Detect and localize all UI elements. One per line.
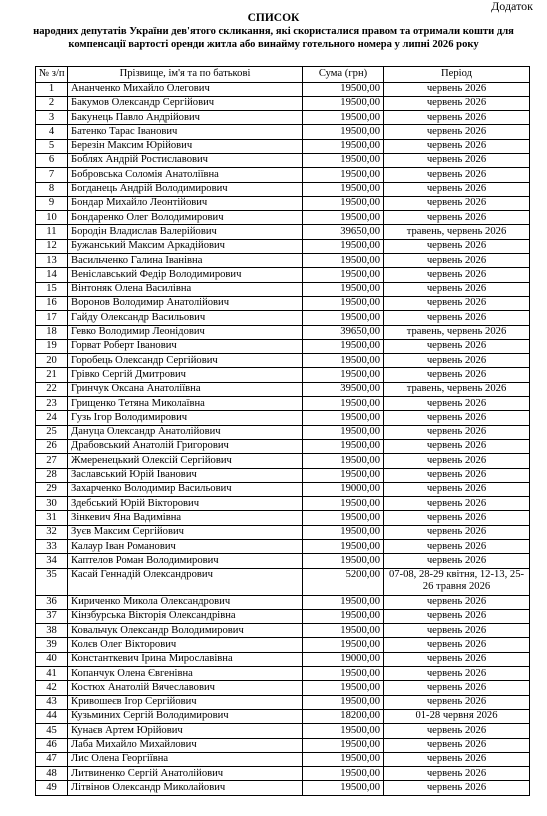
row-sum: 19500,00 bbox=[303, 339, 384, 353]
row-sum: 19500,00 bbox=[303, 282, 384, 296]
row-number: 5 bbox=[36, 139, 68, 153]
row-name: Бондаренко Олег Володимирович bbox=[68, 211, 303, 225]
table-row bbox=[36, 182, 530, 196]
table-row bbox=[36, 139, 530, 153]
row-name: Зуєв Максим Сергійович bbox=[68, 525, 303, 539]
row-period: травень, червень 2026 bbox=[384, 325, 530, 339]
row-period: червень 2026 bbox=[384, 368, 530, 382]
row-period: червень 2026 bbox=[384, 638, 530, 652]
row-name: Бужанський Максим Аркадійович bbox=[68, 239, 303, 253]
row-number: 44 bbox=[36, 709, 68, 723]
table-row bbox=[36, 511, 530, 525]
row-period: червень 2026 bbox=[384, 425, 530, 439]
row-name: Копанчук Олена Євгенівна bbox=[68, 667, 303, 681]
table-row bbox=[36, 681, 530, 695]
row-number: 38 bbox=[36, 624, 68, 638]
row-sum: 19500,00 bbox=[303, 724, 384, 738]
row-period: червень 2026 bbox=[384, 125, 530, 139]
row-number: 32 bbox=[36, 525, 68, 539]
row-name: Гайду Олександр Васильович bbox=[68, 311, 303, 325]
table-row bbox=[36, 125, 530, 139]
row-period: червень 2026 bbox=[384, 554, 530, 568]
row-name: Гевко Володимир Леонідович bbox=[68, 325, 303, 339]
subtitle-line-2: компенсації вартості оренди житла або винайму готельного номера у липні 2026 року bbox=[68, 39, 479, 50]
row-sum: 19500,00 bbox=[303, 638, 384, 652]
table-row bbox=[36, 525, 530, 539]
table-row bbox=[36, 425, 530, 439]
table-row bbox=[36, 554, 530, 568]
row-period: червень 2026 bbox=[384, 695, 530, 709]
table-row bbox=[36, 667, 530, 681]
row-period: червень 2026 bbox=[384, 681, 530, 695]
row-number: 45 bbox=[36, 724, 68, 738]
row-sum: 19500,00 bbox=[303, 667, 384, 681]
row-number: 24 bbox=[36, 411, 68, 425]
row-sum: 39500,00 bbox=[303, 382, 384, 396]
row-number: 2 bbox=[36, 96, 68, 110]
row-period: червень 2026 bbox=[384, 182, 530, 196]
row-period: червень 2026 bbox=[384, 439, 530, 453]
table-row bbox=[36, 781, 530, 795]
row-period: червень 2026 bbox=[384, 397, 530, 411]
row-sum: 19500,00 bbox=[303, 397, 384, 411]
table-row bbox=[36, 482, 530, 496]
row-number: 41 bbox=[36, 667, 68, 681]
row-number: 1 bbox=[36, 82, 68, 96]
row-period: червень 2026 bbox=[384, 111, 530, 125]
row-period: червень 2026 bbox=[384, 296, 530, 310]
row-sum: 19500,00 bbox=[303, 468, 384, 482]
row-sum: 19500,00 bbox=[303, 268, 384, 282]
row-period: червень 2026 bbox=[384, 667, 530, 681]
table-row bbox=[36, 695, 530, 709]
table-row bbox=[36, 211, 530, 225]
table-row bbox=[36, 268, 530, 282]
column-header-number: № з/п bbox=[36, 67, 68, 83]
table-row bbox=[36, 225, 530, 239]
row-name: Каптелов Роман Володимирович bbox=[68, 554, 303, 568]
row-period: червень 2026 bbox=[384, 482, 530, 496]
row-sum: 19000,00 bbox=[303, 482, 384, 496]
row-period: травень, червень 2026 bbox=[384, 382, 530, 396]
row-period: червень 2026 bbox=[384, 652, 530, 666]
row-sum: 19500,00 bbox=[303, 767, 384, 781]
table-row bbox=[36, 368, 530, 382]
row-name: Гузь Ігор Володимирович bbox=[68, 411, 303, 425]
table-row bbox=[36, 339, 530, 353]
row-name: Бобровська Соломія Анатоліївна bbox=[68, 168, 303, 182]
document-title: СПИСОК bbox=[247, 12, 300, 24]
table-row bbox=[36, 752, 530, 766]
row-sum: 19500,00 bbox=[303, 111, 384, 125]
row-sum: 19500,00 bbox=[303, 497, 384, 511]
row-number: 42 bbox=[36, 681, 68, 695]
row-number: 13 bbox=[36, 254, 68, 268]
row-number: 34 bbox=[36, 554, 68, 568]
row-period: червень 2026 bbox=[384, 752, 530, 766]
row-sum: 19500,00 bbox=[303, 354, 384, 368]
row-period: 07-08, 28-29 квітня, 12-13, 25-26 травня 2026 bbox=[384, 568, 530, 595]
row-name: Горват Роберт Іванович bbox=[68, 339, 303, 353]
row-period: червень 2026 bbox=[384, 411, 530, 425]
row-name: Дануца Олександр Анатолійович bbox=[68, 425, 303, 439]
row-sum: 19500,00 bbox=[303, 153, 384, 167]
row-name: Жмеренецький Олексій Сергійович bbox=[68, 454, 303, 468]
row-number: 47 bbox=[36, 752, 68, 766]
row-sum: 19500,00 bbox=[303, 168, 384, 182]
row-sum: 19500,00 bbox=[303, 96, 384, 110]
row-number: 17 bbox=[36, 311, 68, 325]
row-name: Васильченко Галина Іванівна bbox=[68, 254, 303, 268]
row-period: червень 2026 bbox=[384, 497, 530, 511]
row-period: червень 2026 bbox=[384, 153, 530, 167]
row-number: 40 bbox=[36, 652, 68, 666]
table-row bbox=[36, 439, 530, 453]
table-row bbox=[36, 354, 530, 368]
row-number: 25 bbox=[36, 425, 68, 439]
table-row bbox=[36, 609, 530, 623]
row-sum: 19500,00 bbox=[303, 525, 384, 539]
row-name: Вінтоняк Олена Василівна bbox=[68, 282, 303, 296]
row-name: Кузьминих Сергій Володимирович bbox=[68, 709, 303, 723]
table-row bbox=[36, 738, 530, 752]
row-number: 3 bbox=[36, 111, 68, 125]
row-period: травень, червень 2026 bbox=[384, 225, 530, 239]
table-row bbox=[36, 497, 530, 511]
row-number: 31 bbox=[36, 511, 68, 525]
table-row bbox=[36, 239, 530, 253]
row-sum: 19500,00 bbox=[303, 609, 384, 623]
table-row bbox=[36, 709, 530, 723]
row-number: 22 bbox=[36, 382, 68, 396]
row-name: Здебський Юрій Вікторович bbox=[68, 497, 303, 511]
row-sum: 19500,00 bbox=[303, 239, 384, 253]
row-number: 12 bbox=[36, 239, 68, 253]
row-name: Бондар Михайло Леонтійович bbox=[68, 196, 303, 210]
row-sum: 19500,00 bbox=[303, 125, 384, 139]
row-period: червень 2026 bbox=[384, 738, 530, 752]
row-name: Літвінов Олександр Миколайович bbox=[68, 781, 303, 795]
row-sum: 19500,00 bbox=[303, 196, 384, 210]
row-name: Калаур Іван Романович bbox=[68, 540, 303, 554]
row-sum: 19500,00 bbox=[303, 554, 384, 568]
row-number: 19 bbox=[36, 339, 68, 353]
table-row bbox=[36, 82, 530, 96]
row-sum: 19500,00 bbox=[303, 439, 384, 453]
row-name: Захарченко Володимир Васильович bbox=[68, 482, 303, 496]
row-name: Грівко Сергій Дмитрович bbox=[68, 368, 303, 382]
row-sum: 19500,00 bbox=[303, 182, 384, 196]
row-period: червень 2026 bbox=[384, 139, 530, 153]
row-sum: 19500,00 bbox=[303, 624, 384, 638]
table-row bbox=[36, 153, 530, 167]
row-number: 36 bbox=[36, 595, 68, 609]
appendix-label: Додаток bbox=[491, 0, 533, 13]
row-name: Бакумов Олександр Сергійович bbox=[68, 96, 303, 110]
table-row bbox=[36, 325, 530, 339]
table-row bbox=[36, 540, 530, 554]
row-number: 18 bbox=[36, 325, 68, 339]
table-row bbox=[36, 96, 530, 110]
row-sum: 19500,00 bbox=[303, 752, 384, 766]
row-name: Драбовський Анатолій Григорович bbox=[68, 439, 303, 453]
row-period: червень 2026 bbox=[384, 781, 530, 795]
row-sum: 19500,00 bbox=[303, 368, 384, 382]
row-period: червень 2026 bbox=[384, 211, 530, 225]
row-sum: 19500,00 bbox=[303, 681, 384, 695]
table-row bbox=[36, 282, 530, 296]
row-period: червень 2026 bbox=[384, 525, 530, 539]
row-sum: 19500,00 bbox=[303, 296, 384, 310]
table-row bbox=[36, 296, 530, 310]
table-row bbox=[36, 311, 530, 325]
row-number: 30 bbox=[36, 497, 68, 511]
row-sum: 19500,00 bbox=[303, 511, 384, 525]
table-row bbox=[36, 568, 530, 595]
row-sum: 39650,00 bbox=[303, 325, 384, 339]
row-sum: 19500,00 bbox=[303, 311, 384, 325]
row-name: Березін Максим Юрійович bbox=[68, 139, 303, 153]
subtitle-line-1: народних депутатів України дев'ятого скликання, які скористалися правом та отримали кошти для bbox=[33, 26, 514, 37]
row-number: 16 bbox=[36, 296, 68, 310]
row-sum: 19500,00 bbox=[303, 254, 384, 268]
row-period: червень 2026 bbox=[384, 254, 530, 268]
row-name: Боблях Андрій Ростиславович bbox=[68, 153, 303, 167]
row-period: червень 2026 bbox=[384, 96, 530, 110]
table-row bbox=[36, 111, 530, 125]
row-number: 27 bbox=[36, 454, 68, 468]
row-number: 9 bbox=[36, 196, 68, 210]
row-number: 33 bbox=[36, 540, 68, 554]
row-sum: 19000,00 bbox=[303, 652, 384, 666]
row-period: 01-28 червня 2026 bbox=[384, 709, 530, 723]
row-number: 20 bbox=[36, 354, 68, 368]
row-name: Бородін Владислав Валерійович bbox=[68, 225, 303, 239]
row-name: Кінзбурська Вікторія Олександрівна bbox=[68, 609, 303, 623]
row-period: червень 2026 bbox=[384, 511, 530, 525]
row-name: Бакунець Павло Андрійович bbox=[68, 111, 303, 125]
row-number: 26 bbox=[36, 439, 68, 453]
row-number: 8 bbox=[36, 182, 68, 196]
row-number: 35 bbox=[36, 568, 68, 595]
row-number: 21 bbox=[36, 368, 68, 382]
row-sum: 39650,00 bbox=[303, 225, 384, 239]
row-name: Константкевич Ірина Мирославівна bbox=[68, 652, 303, 666]
row-sum: 19500,00 bbox=[303, 695, 384, 709]
table-row bbox=[36, 454, 530, 468]
table-row bbox=[36, 411, 530, 425]
row-period: червень 2026 bbox=[384, 540, 530, 554]
table-row bbox=[36, 468, 530, 482]
row-name: Воронов Володимир Анатолійович bbox=[68, 296, 303, 310]
row-number: 43 bbox=[36, 695, 68, 709]
row-name: Касай Геннадій Олександрович bbox=[68, 568, 303, 595]
row-period: червень 2026 bbox=[384, 595, 530, 609]
row-period: червень 2026 bbox=[384, 339, 530, 353]
row-name: Грищенко Тетяна Миколаївна bbox=[68, 397, 303, 411]
row-name: Кунаєв Артем Юрійович bbox=[68, 724, 303, 738]
row-number: 48 bbox=[36, 767, 68, 781]
row-period: червень 2026 bbox=[384, 196, 530, 210]
row-name: Богданець Андрій Володимирович bbox=[68, 182, 303, 196]
row-name: Лаба Михайло Михайлович bbox=[68, 738, 303, 752]
row-number: 46 bbox=[36, 738, 68, 752]
table-row bbox=[36, 624, 530, 638]
row-name: Костюх Анатолій Вячеславович bbox=[68, 681, 303, 695]
document-subtitle bbox=[0, 25, 547, 51]
table-row bbox=[36, 652, 530, 666]
row-number: 29 bbox=[36, 482, 68, 496]
table-body bbox=[36, 82, 530, 795]
row-period: червень 2026 bbox=[384, 239, 530, 253]
table-row bbox=[36, 595, 530, 609]
row-name: Горобець Олександр Сергійович bbox=[68, 354, 303, 368]
row-sum: 5200,00 bbox=[303, 568, 384, 595]
row-period: червень 2026 bbox=[384, 468, 530, 482]
table-row bbox=[36, 254, 530, 268]
column-header-period: Період bbox=[384, 67, 530, 83]
row-number: 39 bbox=[36, 638, 68, 652]
row-name: Колєв Олег Вікторович bbox=[68, 638, 303, 652]
row-period: червень 2026 bbox=[384, 168, 530, 182]
row-name: Ананченко Михайло Олегович bbox=[68, 82, 303, 96]
row-number: 11 bbox=[36, 225, 68, 239]
row-number: 7 bbox=[36, 168, 68, 182]
row-sum: 19500,00 bbox=[303, 454, 384, 468]
table-row bbox=[36, 724, 530, 738]
row-number: 37 bbox=[36, 609, 68, 623]
row-sum: 19500,00 bbox=[303, 411, 384, 425]
row-number: 49 bbox=[36, 781, 68, 795]
row-period: червень 2026 bbox=[384, 354, 530, 368]
row-sum: 19500,00 bbox=[303, 139, 384, 153]
table-row bbox=[36, 382, 530, 396]
row-sum: 19500,00 bbox=[303, 595, 384, 609]
row-name: Лис Олена Георгіївна bbox=[68, 752, 303, 766]
row-name: Кириченко Микола Олександрович bbox=[68, 595, 303, 609]
row-period: червень 2026 bbox=[384, 767, 530, 781]
table-row bbox=[36, 196, 530, 210]
row-name: Ковальчук Олександр Володимирович bbox=[68, 624, 303, 638]
table-row bbox=[36, 767, 530, 781]
row-period: червень 2026 bbox=[384, 82, 530, 96]
row-name: Литвиненко Сергій Анатолійович bbox=[68, 767, 303, 781]
row-number: 28 bbox=[36, 468, 68, 482]
row-sum: 19500,00 bbox=[303, 211, 384, 225]
row-sum: 19500,00 bbox=[303, 540, 384, 554]
column-header-sum: Сума (грн) bbox=[303, 67, 384, 83]
row-number: 4 bbox=[36, 125, 68, 139]
row-number: 23 bbox=[36, 397, 68, 411]
table-row bbox=[36, 397, 530, 411]
row-name: Гринчук Оксана Анатоліївна bbox=[68, 382, 303, 396]
row-period: червень 2026 bbox=[384, 282, 530, 296]
row-sum: 19500,00 bbox=[303, 425, 384, 439]
table-row bbox=[36, 638, 530, 652]
row-number: 6 bbox=[36, 153, 68, 167]
row-sum: 19500,00 bbox=[303, 738, 384, 752]
row-period: червень 2026 bbox=[384, 454, 530, 468]
row-name: Веніславський Федір Володимирович bbox=[68, 268, 303, 282]
row-period: червень 2026 bbox=[384, 268, 530, 282]
row-sum: 18200,00 bbox=[303, 709, 384, 723]
deputies-table bbox=[35, 66, 530, 796]
row-name: Заславський Юрій Іванович bbox=[68, 468, 303, 482]
row-sum: 19500,00 bbox=[303, 781, 384, 795]
row-period: червень 2026 bbox=[384, 311, 530, 325]
row-sum: 19500,00 bbox=[303, 82, 384, 96]
row-number: 14 bbox=[36, 268, 68, 282]
row-name: Батенко Тарас Іванович bbox=[68, 125, 303, 139]
row-name: Зінкевич Яна Вадимівна bbox=[68, 511, 303, 525]
column-header-name: Прізвище, ім'я та по батькові bbox=[68, 67, 303, 83]
table-row bbox=[36, 168, 530, 182]
row-name: Кривошеєв Ігор Сергійович bbox=[68, 695, 303, 709]
table-header-row bbox=[36, 67, 530, 83]
row-number: 15 bbox=[36, 282, 68, 296]
row-number: 10 bbox=[36, 211, 68, 225]
row-period: червень 2026 bbox=[384, 624, 530, 638]
row-period: червень 2026 bbox=[384, 609, 530, 623]
row-period: червень 2026 bbox=[384, 724, 530, 738]
